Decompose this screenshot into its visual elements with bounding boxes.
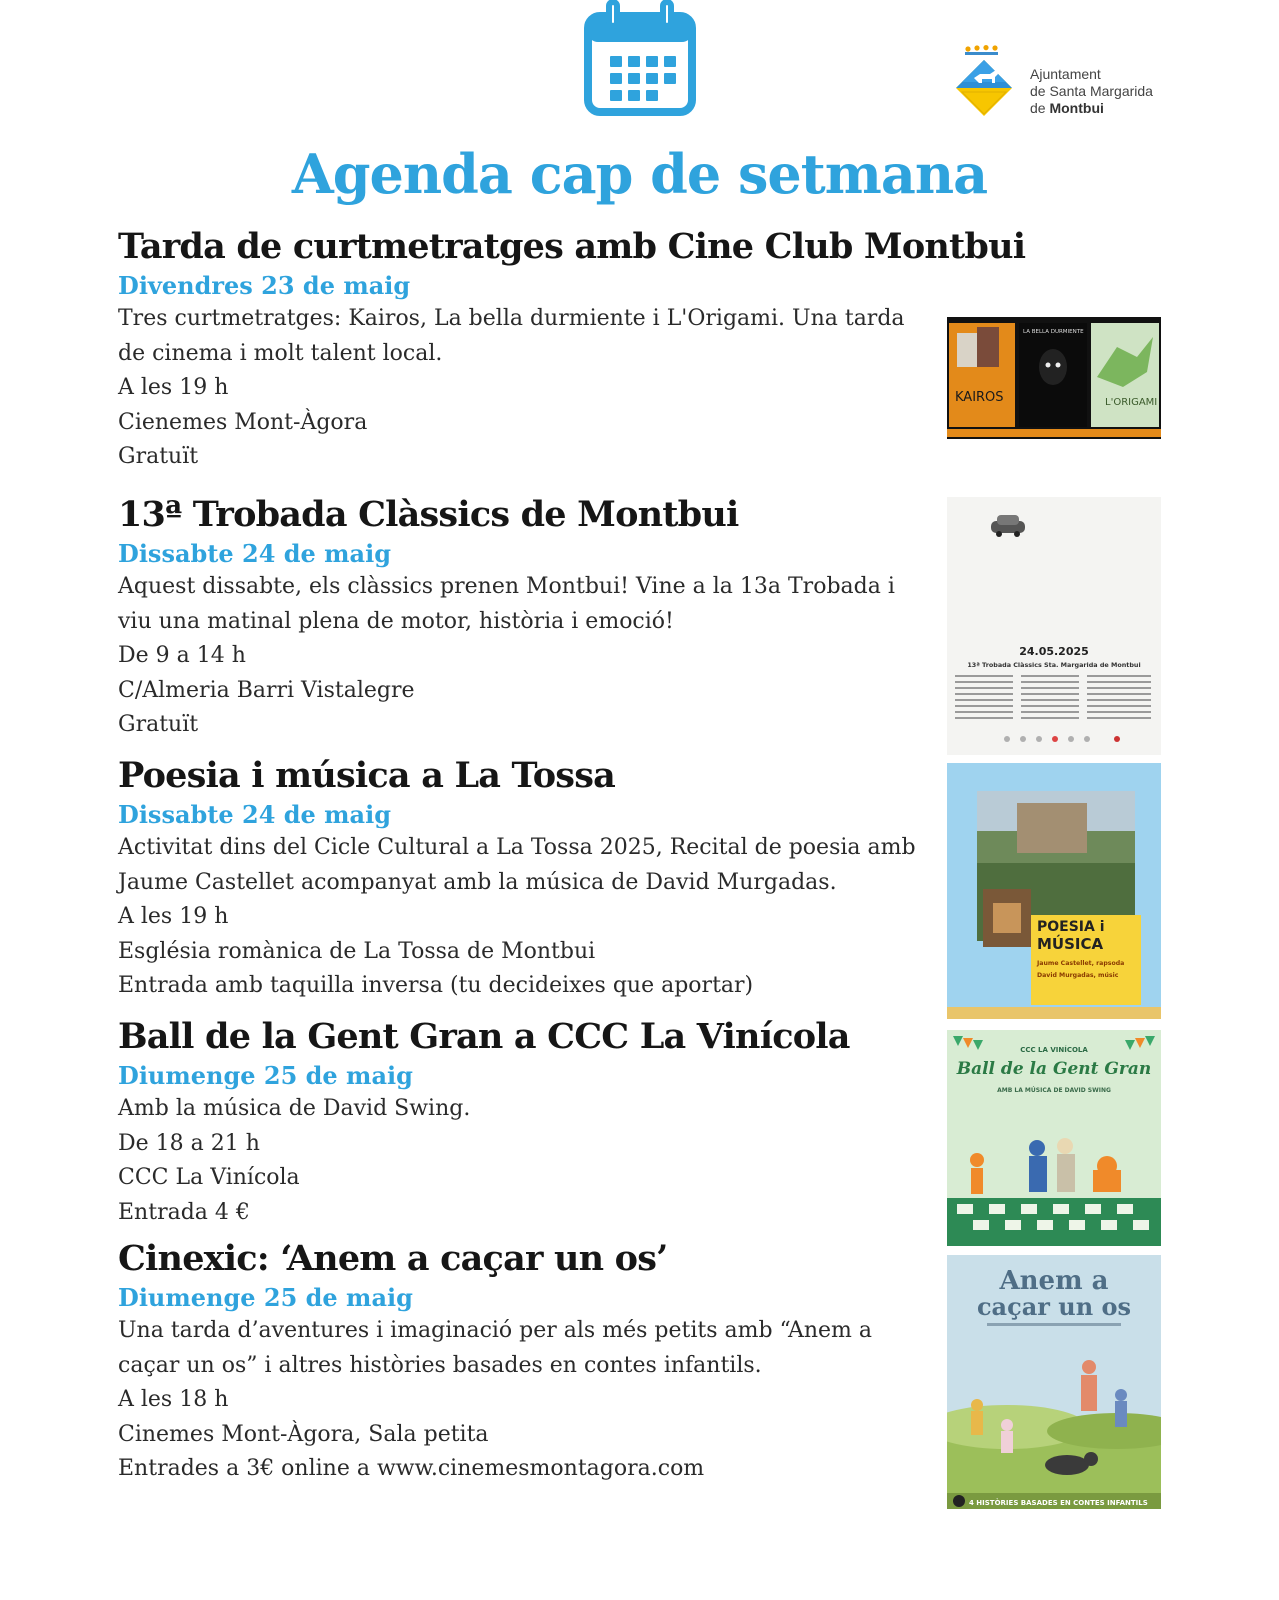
logo-line-3-bold: Montbui [1049,100,1104,116]
poster-ball-headline: Ball de la Gent Gran [956,1059,1152,1079]
poster-cine-club [947,317,1161,439]
event-description: Activitat dins del Cicle Cultural a La Tossa 2025, Recital de poesia amb Jaume Castellet acompanyat amb la música de David Murgadas. [118,835,916,895]
event-poesia [118,755,928,1004]
event-title: Poesia i música a La Tossa [118,755,615,796]
event-date: Dissabte 24 de maig [118,539,391,568]
event-price: Gratuït [118,712,199,737]
event-date: Dissabte 24 de maig [118,800,391,829]
event-price: Entrada amb taquilla inversa (tu decideixes que aportar) [118,973,754,998]
event-time: A les 19 h [118,904,229,929]
event-place: CCC La Vinícola [118,1165,300,1190]
logo-line-3-prefix: de [1030,100,1050,116]
event-place: C/Almeria Barri Vistalegre [118,677,415,703]
event-price: Entrades a 3€ online a www.cinemesmontagora.com [118,1456,705,1481]
poster-cinexic-footer: 4 HISTÒRIES BASADES EN CONTES INFANTILS [969,1499,1148,1507]
poster-poesia-line2: David Murgadas, músic [1037,972,1119,979]
event-date: Divendres 23 de maig [118,271,411,300]
event-description: Amb la música de David Swing. [118,1096,471,1121]
coat-of-arms-icon [956,44,1018,122]
logo-line-2: de Santa Margarida [1030,83,1153,99]
poster-ball-subline: AMB LA MÚSICA DE DAVID SWING [997,1087,1111,1094]
event-description: Una tarda d’aventures i imaginació per als més petits amb “Anem a caçar un os” i altres històries basades en contes infantils. [118,1318,872,1378]
poster-poesia [947,763,1161,1019]
event-title: Cinexic: ‘Anem a caçar un os’ [118,1238,668,1279]
event-date: Diumenge 25 de maig [118,1061,413,1090]
poster-cinexic-line2: caçar un os [976,1292,1132,1321]
event-title: Ball de la Gent Gran a CCC La Vinícola [118,1016,850,1057]
municipality-logo [956,44,1186,122]
poster-ball [947,1030,1161,1246]
poster-poesia-label1: POESIA i [1037,919,1105,935]
poster-poesia-label2: MÚSICA [1037,935,1104,953]
event-time: De 18 a 21 h [118,1130,260,1156]
poster-cinexic-line1: Anem a [999,1266,1109,1296]
poster-bella-label: LA BELLA DURMIENTE [1023,329,1084,335]
event-time: A les 19 h [118,375,229,400]
event-title: Tarda de curtmetratges amb Cine Club Montbui [118,226,1026,267]
poster-kairos-label: KAIROS [955,390,1004,405]
event-classics [118,494,928,743]
event-time: De 9 a 14 h [118,643,246,668]
poster-classics-date: 24.05.2025 [1019,645,1089,658]
calendar-icon [582,0,698,118]
event-place: Església romànica de La Tossa de Montbui [118,938,596,964]
event-price: Gratuït [118,444,199,469]
poster-poesia-line1: Jaume Castellet, rapsoda [1037,960,1125,967]
event-description: Tres curtmetratges: Kairos, La bella durmiente i L'Origami. Una tarda de cinema i molt talent local. [118,306,905,366]
event-cinexic [118,1238,928,1487]
event-cine-club [118,226,1026,475]
poster-origami-label: L'ORIGAMI [1105,397,1158,408]
poster-classics [947,497,1161,755]
event-place: Cinemes Mont-Àgora, Sala petita [118,1421,489,1447]
poster-classics-subtitle: 13ª Trobada Clàssics Sta. Margarida de Montbui [967,661,1141,669]
event-price: Entrada 4 € [118,1199,250,1225]
event-ball [118,1016,928,1230]
event-place: Cienemes Mont-Àgora [118,409,368,435]
event-description: Aquest dissabte, els clàssics prenen Montbui! Vine a la 13a Trobada i viu una matinal plena de motor, història i emoció! [118,574,895,634]
poster-cinexic [947,1255,1161,1509]
page-title: Agenda cap de setmana [291,142,988,206]
logo-line-1: Ajuntament [1030,66,1101,82]
event-title: 13ª Trobada Clàssics de Montbui [118,494,739,535]
event-time: A les 18 h [118,1387,229,1412]
poster-ball-venue: CCC LA VINÍCOLA [1020,1046,1088,1054]
event-date: Diumenge 25 de maig [118,1283,413,1312]
